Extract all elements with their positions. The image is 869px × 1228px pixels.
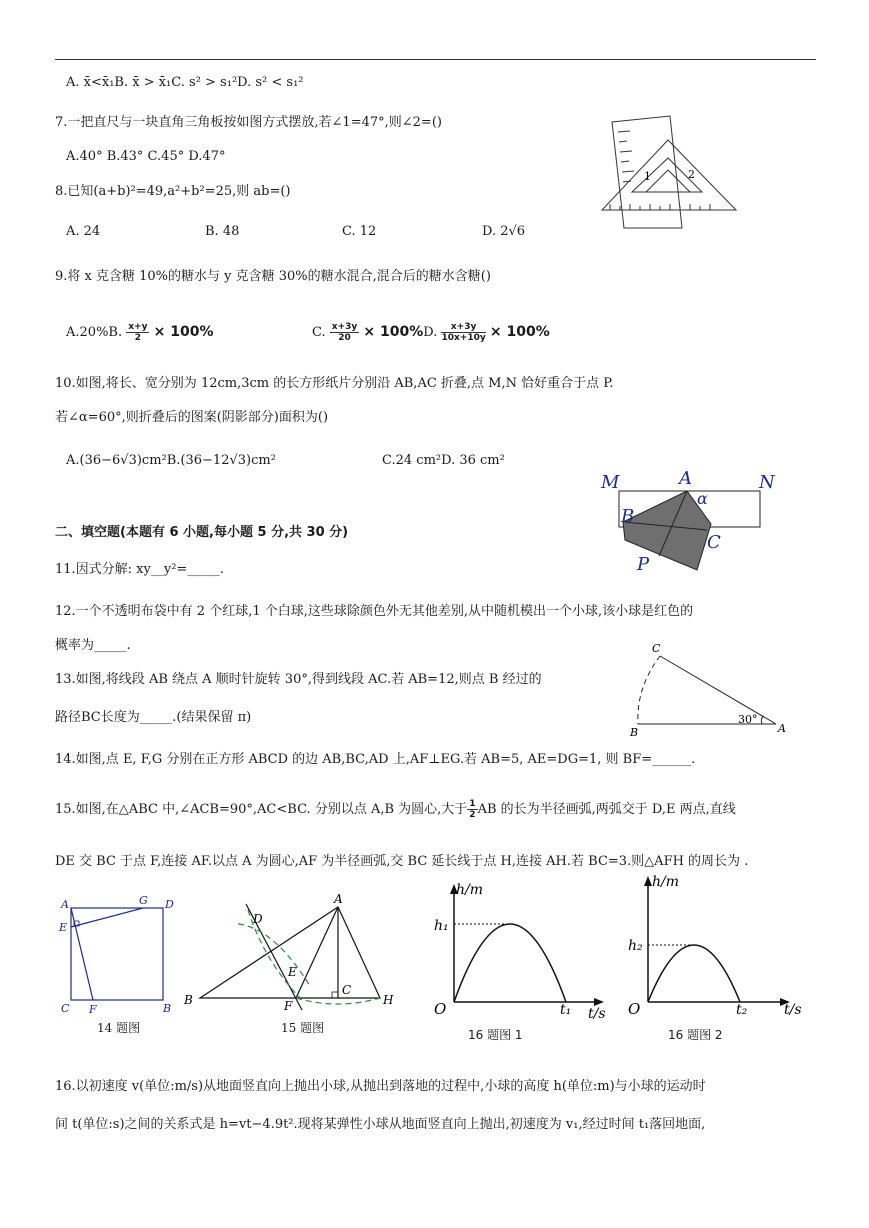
q9-option-c-fraction: $\frac{x+3y}{20}$ (331, 322, 358, 343)
q11-text: 11.因式分解: xy__y²=_____. (55, 562, 224, 577)
q10-label-N: N (759, 472, 775, 493)
header-rule (55, 59, 816, 60)
triangle-ABH (200, 907, 380, 998)
fig15-label-C: C (342, 983, 352, 997)
fig16-1-caption: 16 题图 1 (468, 1028, 523, 1042)
q10-label-M: M (601, 472, 620, 493)
fig16-1-t-label: t₁ (560, 1002, 572, 1018)
q10-label-P: P (637, 554, 650, 575)
q10-figure (597, 464, 787, 576)
fig15-label-B: B (184, 993, 193, 1007)
q15-line-1-b: AB 的长为半径画弧,两弧交于 D,E 两点,直线 (477, 802, 736, 817)
q9-option-d-prefix: D. (423, 325, 438, 340)
trajectory-curve (454, 924, 566, 1002)
fig15-label-E: E (288, 965, 297, 979)
q9-option-b-prefix: B. (108, 325, 123, 340)
q10-stem-1: 10.如图,将长、宽分别为 12cm,3cm 的长方形纸片分别沿 AB,AC 折叠,点 M,N 恰好重合于点 P. (55, 376, 614, 391)
fig16-1-h-label: h₁ (434, 918, 449, 934)
q13-label-B: B (630, 726, 639, 738)
fig15 (180, 890, 400, 1020)
fig16-2 (622, 868, 812, 1020)
fig15-label-A: A (334, 892, 343, 906)
fig14-label-F: F (89, 1003, 97, 1016)
q7-stem: 7.一把直尺与一块直角三角板按如图方式摆放,若∠1=47°,则∠2=() (55, 115, 442, 130)
q13-label-C: C (652, 642, 661, 655)
q16-line-2: 间 t(单位:s)之间的关系式是 h=vt−4.9t².现将某弹性小球从地面竖直向上抛出,初速度为 v₁,经过时间 t₁落回地面, (55, 1117, 706, 1132)
q13-figure (626, 640, 796, 738)
q12-line-2: 概率为_____. (55, 638, 131, 653)
q8-stem: 8.已知(a+b)²=49,a²+b²=25,则 ab=() (55, 184, 291, 199)
fig15-label-H: H (383, 993, 394, 1007)
q7-label-1: 1 (644, 170, 651, 183)
q10-label-alpha: α (697, 489, 708, 508)
q13-line-2: 路径BC长度为_____.(结果保留 π) (55, 710, 252, 725)
fig16-2-caption: 16 题图 2 (668, 1028, 723, 1042)
q10-label-A: A (679, 468, 692, 489)
q12-line-1: 12.一个不透明布袋中有 2 个红球,1 个白球,这些球除颜色外无其他差别,从中随机模出一个小球,该小球是红色的 (55, 604, 694, 619)
fig14-label-D: D (165, 898, 174, 911)
q14-text: 14.如图,点 E, F,G 分别在正方形 ABCD 的边 AB,BC,AD 上,AF⊥EG.若 AB=5, AE=DG=1, 则 BF=______. (55, 752, 696, 767)
fig16-1-origin: O (434, 1000, 447, 1018)
q9-option-a: A.20% (66, 325, 109, 340)
fig14 (55, 893, 185, 1021)
q15-line-2: DE 交 BC 于点 F,连接 AF.以点 A 为圆心,AF 为半径画弧,交 BC 延长线于点 H,连接 AH.若 BC=3.则△AFH 的周长为 . (55, 854, 749, 869)
fig16-1 (428, 880, 618, 1020)
fig16-2-t-label: t₂ (736, 1002, 748, 1018)
q15-half-fraction: $\frac{1}{2}$ (469, 799, 476, 820)
fig15-label-D: D (253, 912, 263, 926)
q9-option-d-suffix: × 100% (489, 324, 550, 340)
triangle-board-outer (602, 140, 736, 210)
q10-options-cd: C.24 cm²D. 36 cm² (382, 453, 505, 468)
q7-figure (596, 114, 742, 230)
fig16-1-x-label: t/s (588, 1006, 606, 1020)
q13-label-A: A (778, 722, 786, 735)
q8-option-b: B. 48 (205, 224, 240, 239)
q9-option-d-fraction: $\frac{x+3y}{10x+10y}$ (441, 322, 486, 343)
square-ABCD (71, 908, 163, 1000)
fig14-label-G: G (139, 894, 148, 907)
q8-option-d: D. 2√6 (482, 224, 526, 239)
arc-FH (296, 998, 380, 1004)
q9-option-b-fraction: $\frac{x+y}{2}$ (128, 322, 148, 343)
q9-option-c-prefix: C. (312, 325, 326, 340)
fig16-2-h-label: h₂ (628, 938, 643, 954)
fig14-label-E: E (59, 921, 68, 934)
q15-line-1 (55, 799, 736, 820)
rotation-arc (638, 656, 660, 724)
fig14-label-C: C (61, 1002, 70, 1015)
fig14-caption: 14 题图 (97, 1021, 141, 1035)
q8-option-a: A. 24 (66, 224, 101, 239)
fig14-label-B: B (163, 1002, 172, 1015)
q13-label-angle: 30° (738, 713, 758, 726)
q10-stem-2: 若∠α=60°,则折叠后的图案(阴影部分)面积为() (55, 410, 329, 425)
fig14-label-A: A (61, 898, 69, 911)
q9-option-b-suffix: × 100% (153, 324, 214, 340)
q13-line-1: 13.如图,将线段 AB 绕点 A 顺时针旋转 30°,得到线段 AC.若 AB=12,则点 B 经过的 (55, 672, 542, 687)
fig15-caption: 15 题图 (281, 1021, 325, 1035)
q7-options: A.40° B.43° C.45° D.47° (66, 149, 226, 164)
fig16-1-y-label: h/m (456, 882, 484, 898)
fig15-label-F: F (284, 999, 293, 1013)
section-2-title: 二、填空题(本题有 6 小题,每小题 5 分,共 30 分) (55, 525, 349, 540)
q9-options-cd (312, 322, 550, 343)
trajectory-curve (648, 945, 740, 1002)
q9-options-ab (66, 322, 213, 343)
q6-options: A. x̄<x̄₁B. x̄ > x̄₁C. s² > s₁²D. s² < s₁² (66, 75, 304, 90)
q15-line-1-a: 15.如图,在△ABC 中,∠ACB=90°,AC<BC. 分别以点 A,B 为圆心,大于 (55, 802, 468, 817)
q8-option-c: C. 12 (342, 224, 377, 239)
q16-line-1: 16.以初速度 v(单位:m/s)从地面竖直向上抛出小球,从抛出到落地的过程中,小球的高度 h(单位:m)与小球的运动时 (55, 1079, 706, 1094)
q10-label-C: C (707, 532, 721, 553)
fig16-2-y-label: h/m (652, 874, 680, 890)
q7-label-2: 2 (688, 168, 695, 181)
fig16-2-x-label: t/s (784, 1002, 802, 1018)
q10-label-B: B (621, 506, 635, 527)
q9-option-c-suffix: × 100% (363, 324, 424, 340)
q10-options-ab: A.(36−6√3)cm²B.(36−12√3)cm² (66, 453, 276, 468)
q9-stem: 9.将 x 克含糖 10%的糖水与 y 克含糖 30%的糖水混合,混合后的糖水含糖() (55, 269, 491, 284)
fig16-2-origin: O (628, 1000, 641, 1018)
